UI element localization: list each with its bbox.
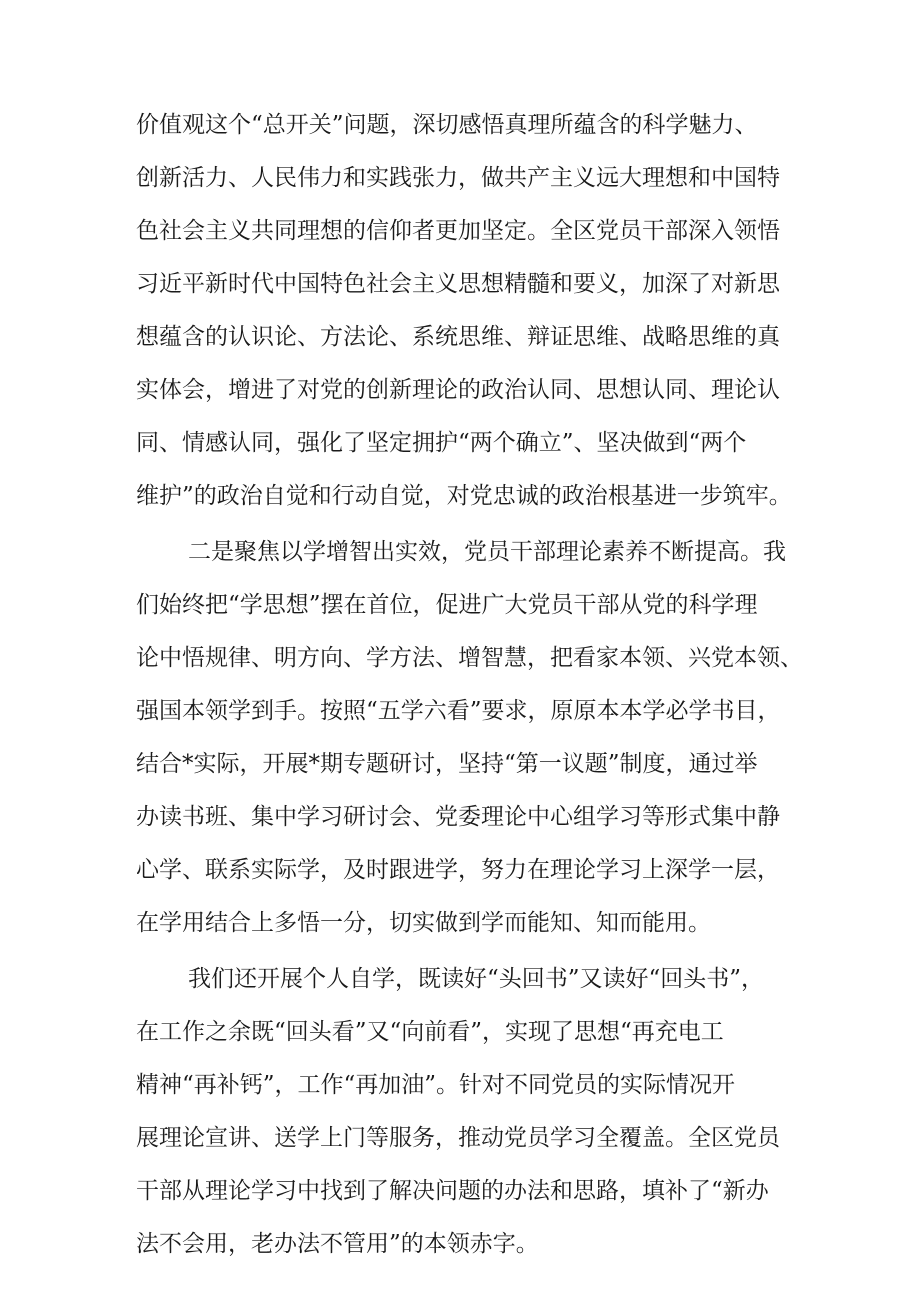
text-line: 干部从理论学习中找到了解决问题的办法和思路，填补了“新办 xyxy=(136,1178,769,1204)
text-line: 我们还开展个人自学，既读好“头回书”又读好“回头书”， xyxy=(188,966,765,992)
text-line: 办读书班、集中学习研讨会、党委理论中心组学习等形式集中静 xyxy=(136,804,780,830)
text-line: 在工作之余既“回头看”又“向前看”，实现了思想“再充电工 xyxy=(136,1019,724,1045)
text-line: 习近平新时代中国特色社会主义思想精髓和要义，加深了对新思 xyxy=(136,271,780,297)
text-line: 价值观这个“总开关”问题，深切感悟真理所蕴含的科学魅力、 xyxy=(136,112,758,138)
text-line: 色社会主义共同理想的信仰者更加坚定。全区党员干部深入领悟 xyxy=(136,218,780,244)
text-line: 心学、联系实际学，及时跟进学，努力在理论学习上深学一层， xyxy=(136,857,780,883)
text-line: 论中悟规律、明方向、学方法、增智慧，把看家本领、兴党本领、 xyxy=(136,645,803,671)
text-line: 精神“再补钙”，工作“再加油”。针对不同党员的实际情况开 xyxy=(136,1072,736,1098)
text-line: 法不会用，老办法不管用”的本领赤字。 xyxy=(136,1231,539,1257)
text-line: 创新活力、人民伟力和实践张力，做共产主义远大理想和中国特 xyxy=(136,165,780,191)
text-line: 二是聚焦以学增智出实效，党员干部理论素养不断提高。我 xyxy=(188,539,786,565)
text-line: 实体会，增进了对党的创新理论的政治认同、思想认同、理论认 xyxy=(136,377,780,403)
text-line: 想蕴含的认识论、方法论、系统思维、辩证思维、战略思维的真 xyxy=(136,324,780,350)
text-line: 展理论宣讲、送学上门等服务，推动党员学习全覆盖。全区党员 xyxy=(136,1125,780,1151)
text-line: 维护”的政治自觉和行动自觉，对党忠诚的政治根基进一步筑牢。 xyxy=(136,483,792,509)
text-line: 在学用结合上多悟一分，切实做到学而能知、知而能用。 xyxy=(136,910,711,936)
text-line: 同、情感认同，强化了坚定拥护“两个确立”、坚决做到“两个 xyxy=(136,430,747,456)
text-line: 们始终把“学思想”摆在首位，促进广大党员干部从党的科学理 xyxy=(136,592,758,618)
text-line: 强国本领学到手。按照“五学六看”要求，原原本本学必学书目， xyxy=(136,698,781,724)
text-line: 结合*实际，开展*期专题研讨，坚持“第一议题”制度，通过举 xyxy=(136,751,758,777)
